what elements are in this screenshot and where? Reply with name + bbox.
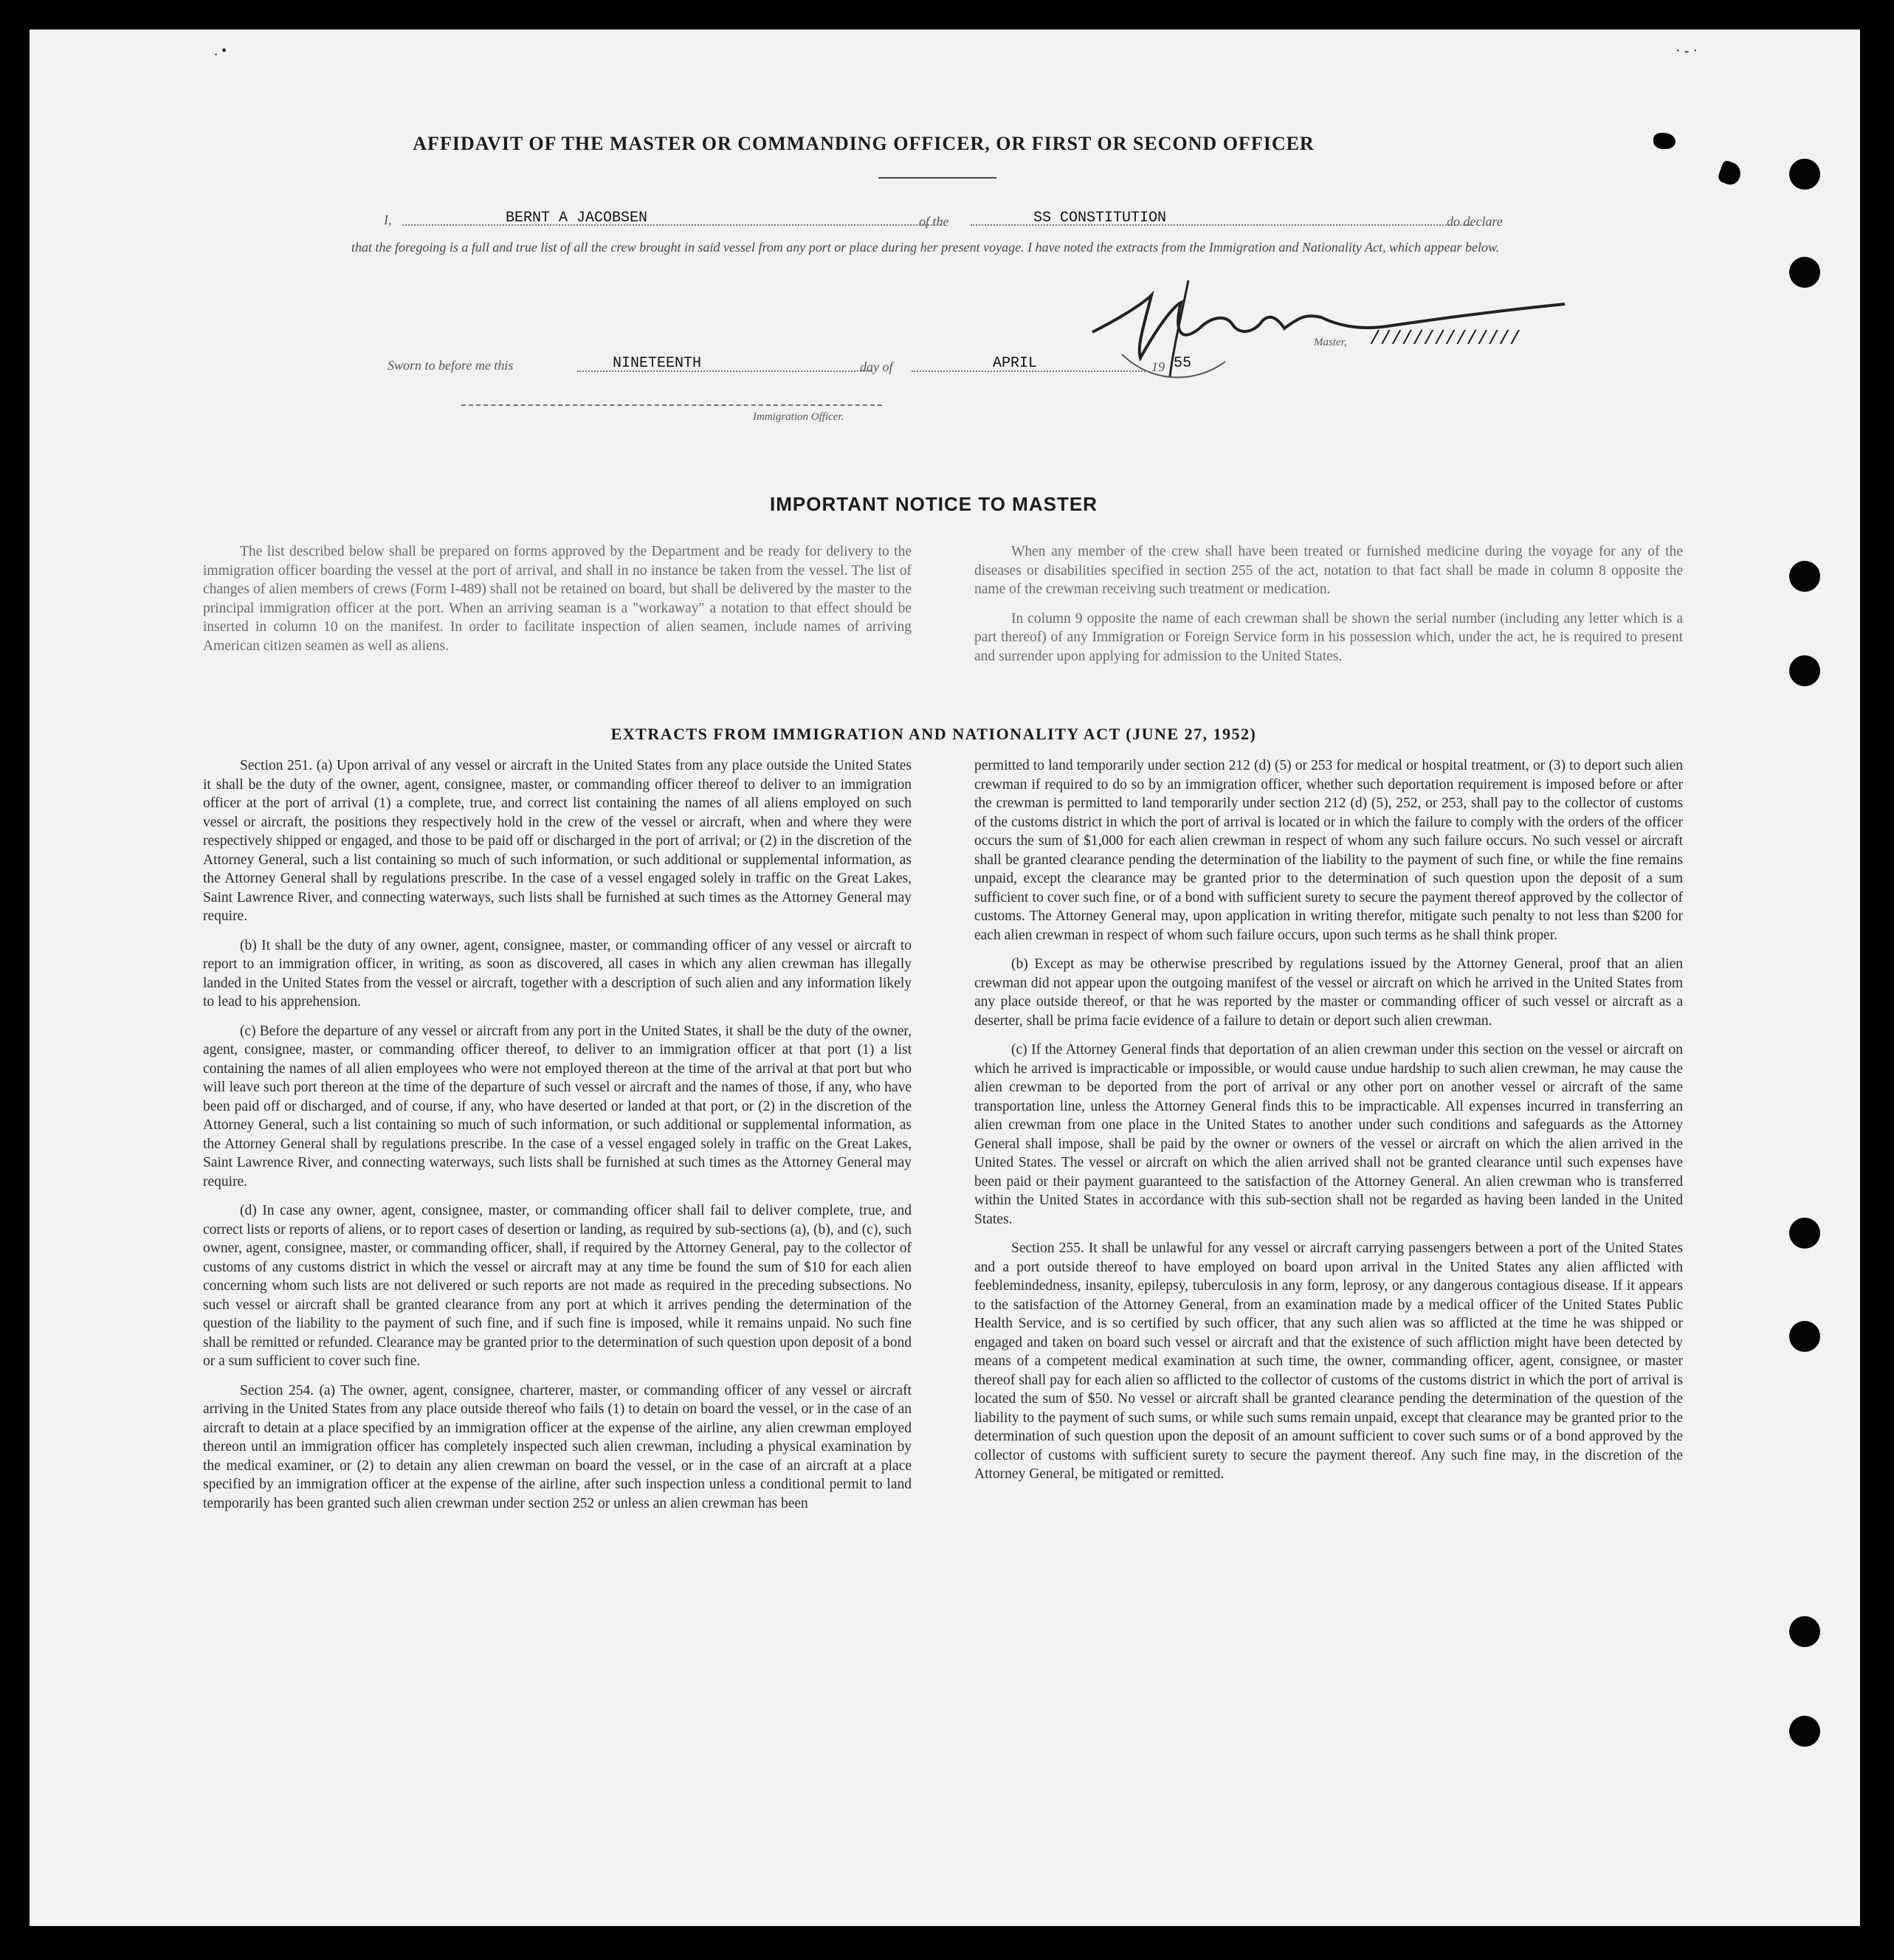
section-251c: (c) Before the departure of any vessel or aircraft from any port in the United States, it shall be the duty of the owner, agent, consignee, master, or commanding officer thereof, to deliver to an immigration officer at that port (1) a list containing the names of all alien employees who were not employed thereon at the time of the arrival at that port but who will leave such port thereon at the time of the departure of such vessel or aircraft and the names of those, if any, who have been paid off or discharged, and of course, if any, who have deserted or landed at that port, or (2) in the discretion of the Attorney General, such a list containing so much of such information, or such additional or supplemental information, as the Attorney General shall by regulations prescribe. In the case of a vessel engaged solely in traffic on the Great Lakes, Saint Lawrence River, and connecting waterways, such lists shall be furnished at such times as the Attorney General may require. [203,1023,912,1190]
sworn-year-value: 55 [1174,355,1192,372]
binder-hole [1789,655,1820,686]
sworn-day-value: NINETEENTH [613,355,702,372]
notice-left-column [203,542,912,666]
binder-hole [1789,1616,1820,1647]
section-251d: (d) In case any owner, agent, consignee, master, or commanding officer shall fail to deliver complete, true, and correct lists or reports of aliens, or to report cases of desertion or landing, as required by sub-sections (a), (b), and (c), such owner, agent, consignee, master, or commanding officer, shall, if required by the Attorney General, pay to the collector of customs of any customs district in which the vessel or aircraft may at any time be found the sum of $10 for each alien concerning whom such lists are not delivered or such reports are not made as required in the preceding subsections. No such vessel or aircraft shall be granted clearance from any port at which it arrives pending the determination of the question of the liability to the payment of such fine, and if such fine is imposed, while it remains unpaid. No such fine shall be remitted or refunded. Clearance may be granted prior to the determination of such question upon deposit of a bond or a sum sufficient to cover such fine. [203,1203,912,1369]
title-divider [878,177,996,179]
document-page [30,30,1860,1926]
corner-mark-left: . • [214,43,227,59]
section-255: Section 255. It shall be unlawful for any vessel or aircraft carrying passengers between a port of the United States and a port outside thereof to have employed on board upon arrival in the United States any alien afflicted with feeblemindedness, insanity, epilepsy, tuberculosis in any form, leprosy, or any dangerous contagious disease. If it appears to the satisfaction of the Attorney General, from an examination made by a medical officer of the United States Public Health Service, and is so certified by such officer, that any such alien was so afflicted at the time he was shipped or engaged and taken on board such vessel or aircraft and that the existence of such affliction might have been detected by means of a competent medical examination at such time, the owner, commanding officer, agent, consignee, or master thereof shall pay for each alien so afflicted to the collector of customs of the customs district in which the port of arrival is located the sum of $50. No vessel or aircraft shall be granted clearance pending the determination of the question of the liability to the payment of such sums, or while such sums remain unpaid, except that clearance may be granted prior to the determination of such question upon the deposit of an amount sufficient to cover such sums or of a bond approved by the collector of customs with sufficient surety to secure the payment thereof. Any such fine may, in the discretion of the Attorney General, be mitigated or remitted. [974,1240,1683,1482]
binder-hole [1789,1321,1820,1352]
day-of-label: day of [860,359,893,374]
section-254a-continued: permitted to land temporarily under section 212 (d) (5) or 253 for medical or hospital treatment, or (3) to deport such alien crewman if required to do so by an immigration officer, whether such deportation requirement is imposed before or after the crewman is permitted to land temporarily under section 212 (d) (5), 252, or 253, shall pay to the collector of customs of the customs district in which the port of arrival is located or in which the failure to comply with the orders of the officer occurs the sum of $1,000 for each alien crewman in respect of whom any such failure occurs. No such vessel or aircraft shall be granted clearance pending the determination of the liability to the payment of such fine, or while the fine remains unpaid, except the clearance may be granted prior to the determination of such question upon the deposit of a sum sufficient to cover such fine, or of a bond with sufficient surety to secure the payment thereof approved by the collector of customs. The Attorney General may, upon application in writing therefor, mitigate such penalty to not less than $200 for each alien crewman in respect of whom such failure occurs, upon such terms as he shall think proper. [974,758,1683,943]
immigration-officer-line [461,404,882,406]
binder-hole [1789,561,1820,592]
extracts-title: EXTRACTS FROM IMMIGRATION AND NATIONALITY ACT (JUNE 27, 1952) [610,725,1257,743]
binder-hole [1789,1218,1820,1249]
notice-paragraph: In column 9 opposite the name of each crewman shall be shown the serial number (including any letter which is a part thereof) of any Immigration or Foreign Service form in his possession which, under the act, he is required to present and surrender upon applying for admission to the United States. [974,610,1683,664]
corner-mark-right: · - · [1676,43,1698,59]
of-the-label: of the [919,214,949,229]
section-254b: (b) Except as may be otherwise prescribed by regulations issued by the Attorney General, proof that an alien crewman did not appear upon the outgoing manifest of the vessel or aircraft on which he arrived in the United States from any place outside thereof, or that he was reported by the master or commanding officer of such vessel or aircraft as a deserter, shall be prima facie evidence of a failure to detain or deport such alien crewman. [974,956,1683,1029]
ink-blot [1653,133,1676,149]
notice-paragraph: The list described below shall be prepared on forms approved by the Department and be ready for delivery to the immigration officer boarding the vessel at the port of arrival, and shall in no instance be taken from the vessel. The list of changes of alien members of crews (Form I-489) shall not be retained on board, but shall be delivered by the master to the principal immigration officer at the port. When an arriving seaman is a "workaway" a notation to that effect should be inserted in column 10 on the manifest. In order to facilitate inspection of alien seamen, include names of arriving American citizen seamen as well as aliens. [203,544,912,654]
notice-right-column [974,542,1683,676]
extracts-left-column [203,756,912,1523]
binder-hole [1789,1716,1820,1747]
year-prefix-label: 19 [1151,359,1165,374]
ink-blot [1717,159,1744,187]
binder-hole [1789,257,1820,288]
section-251a: Section 251. (a) Upon arrival of any vessel or aircraft in the United States from any place outside the United States it shall be the duty of the owner, agent, consignee, master, or commanding officer thereof to deliver to an immigration officer at the port of arrival (1) a complete, true, and correct list containing the names of all aliens employed on such vessel or aircraft, the positions they respectively hold in the crew of the vessel or aircraft, when and where they were respectively shipped or engaged, and those to be paid off or discharged in the port of arrival; or (2) in the discretion of the Attorney General, such a list containing so much of such information, or such additional or supplemental information, as the Attorney General shall by regulations prescribe. In the case of a vessel engaged solely in traffic on the Great Lakes, Saint Lawrence River, and connecting waterways, such lists shall be furnished at such times as the Attorney General may require. [203,758,912,924]
immigration-officer-label: Immigration Officer. [753,411,844,423]
declaration-text: that the foregoing is a full and true list of all the crew brought in said vessel from any port or place during her present voyage. I have noted the extracts from the Immigration and Nationality Act, which appear below. [351,240,1500,255]
extracts-right-column [974,756,1683,1494]
vessel-name-value: SS CONSTITUTION [1033,210,1167,227]
do-declare-label: do declare [1447,214,1503,229]
sworn-month-value: APRIL [993,355,1038,372]
affidavit-i-label: I, [384,213,392,227]
binder-hole [1789,159,1820,190]
section-254a: Section 254. (a) The owner, agent, consignee, charterer, master, or commanding officer of any vessel or aircraft arriving in the United States from any place outside thereof who fails (1) to detain on board the vessel, or in the case of an aircraft to detain at a place specified by an immigration officer at the expense of the airline, any alien crewman employed thereon until an immigration officer has completely inspected such alien crewman, including a physical examination by the medical examiner, or (2) to detain any alien crewman on board the vessel, or in the case of an aircraft at a place specified by an immigration officer at the expense of the airline, after such inspection unless a conditional permit to land temporarily has been granted such alien crewman under section 252 or unless an alien crewman has been [203,1382,912,1511]
struck-out-text: ////////////// [1369,328,1521,350]
section-254c: (c) If the Attorney General finds that deportation of an alien crewman under this section on the vessel or aircraft on which he arrived is impracticable or impossible, or would cause undue hardship to such alien crewman, he may cause the alien crewman to be deported from the port of arrival or any other port on another vessel or aircraft of the same transportation line, unless the Attorney General finds this to be impracticable. All expenses incurred in transferring an alien crewman from one place in the United States to another under such conditions and safeguards as the Attorney General shall impose, shall be paid by the owner or owners of the vessel or aircraft on which the alien arrived in the United States. The vessel or aircraft on which the alien arrived shall not be granted clearance until such expenses have been paid or their payment guaranteed to the satisfaction of the Attorney General. An alien crewman who is transferred within the United States in accordance with this sub-section shall not be regarded as having been landed in the United States. [974,1042,1683,1227]
notice-paragraph: When any member of the crew shall have been treated or furnished medicine during the voyage for any of the diseases or disabilities specified in section 255 of the act, notation to that fact shall be made in column 8 opposite the name of the crewman receiving such treatment or medication. [974,544,1683,597]
master-name-value: BERNT A JACOBSEN [506,210,648,227]
notice-title: IMPORTANT NOTICE TO MASTER [770,493,1098,515]
master-name-line [402,224,941,226]
master-title-label: Master, [1314,337,1347,348]
section-251b: (b) It shall be the duty of any owner, agent, consignee, master, or commanding officer of any vessel or aircraft to report to an immigration officer, in writing, as soon as discovered, all cases in which any alien crewman has illegally landed in the United States from the vessel or aircraft, together with a description of such alien and any information likely to lead to his apprehension. [203,937,912,1010]
affidavit-title: AFFIDAVIT OF THE MASTER OR COMMANDING OFFICER, OR FIRST OR SECOND OFFICER [413,133,1315,154]
sworn-label: Sworn to before me this [388,358,514,373]
